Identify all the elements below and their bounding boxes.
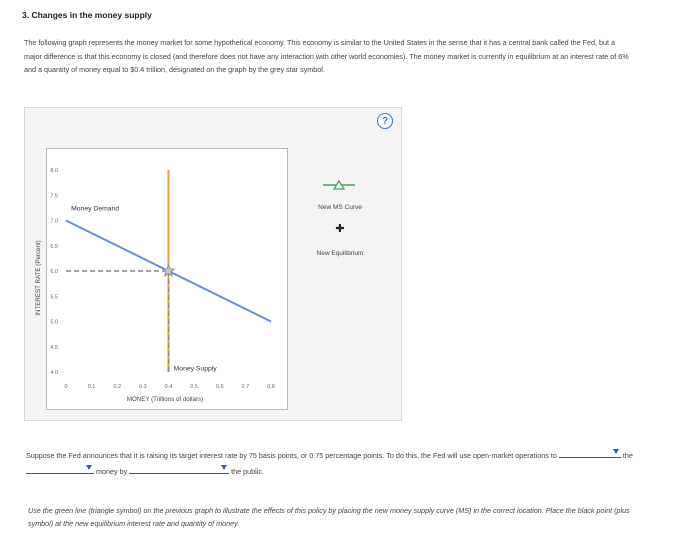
question-part4: the public. xyxy=(231,467,264,476)
y-tick-label: 5.0 xyxy=(50,319,58,326)
help-button[interactable]: ? xyxy=(377,113,393,129)
new-equilibrium-plus-icon[interactable]: ✚ xyxy=(335,222,345,235)
chevron-down-icon xyxy=(221,465,227,470)
x-tick-label: 0.3 xyxy=(139,384,147,390)
y-tick-label: 6.0 xyxy=(50,269,58,275)
y-tick-label: 7.5 xyxy=(50,193,58,200)
chevron-down-icon xyxy=(86,465,92,470)
x-tick-label: 0.4 xyxy=(164,384,173,390)
x-tick-label: 0.5 xyxy=(190,384,198,390)
x-tick-label: 0.7 xyxy=(241,384,250,390)
x-tick-label: 0.6 xyxy=(215,384,224,390)
y-axis-title: INTEREST RATE (Percent) xyxy=(35,240,42,316)
y-tick-label: 6.5 xyxy=(50,243,58,250)
plot-area xyxy=(46,148,288,410)
y-tick-label: 4.5 xyxy=(50,344,58,351)
section-title: 3. Changes in the money supply xyxy=(22,10,152,20)
x-axis-title: MONEY (Trillions of dollars) xyxy=(126,396,204,403)
operation-dropdown[interactable] xyxy=(559,447,621,458)
money-demand-label: Money Demand xyxy=(71,205,120,213)
buy-sell-dropdown[interactable] xyxy=(26,463,94,474)
new-equilibrium-legend-label: New Equilibrium xyxy=(316,250,364,257)
question-paragraph xyxy=(26,447,636,479)
direction-dropdown[interactable] xyxy=(129,463,229,474)
y-tick-label: 4.0 xyxy=(50,370,58,376)
x-tick-label: 0.1 xyxy=(87,384,96,390)
question-part1: Suppose the Fed announces that it is raising its target interest rate by 75 basis points, or 0.75 percentage points. To do this, the Fed will use open-market operations to xyxy=(26,451,557,460)
y-tick-label: 5.5 xyxy=(50,294,58,301)
chevron-down-icon xyxy=(613,449,619,454)
new-ms-legend-label: New MS Curve xyxy=(318,204,362,211)
x-tick-label: 0 xyxy=(64,384,68,390)
question-part3: money by xyxy=(96,467,128,476)
y-tick-label: 7.0 xyxy=(50,218,58,225)
x-tick-label: 0.8 xyxy=(267,384,275,390)
x-tick-label: 0.2 xyxy=(113,384,122,390)
y-tick-label: 8.0 xyxy=(50,168,58,174)
money-supply-label: Money Supply xyxy=(173,365,217,373)
intro-paragraph: The following graph represents the money market for some hypothetical economy. This economy is similar to the United States in the sense that it has a central bank called the Fed, but a major difference is that this economy is closed (and therefore does not have any interaction with other world economies). The money market is currently in equilibrium at an interest rate of 6% and a quantity of money equal to $0.4 trillion, designated on the graph by the grey star symbol. xyxy=(24,38,629,75)
question-part2: the xyxy=(622,451,633,460)
instructions-paragraph: Use the green line (triangle symbol) on the previous graph to illustrate the effects of this policy by placing the new money supply curve (MS) in the correct location. Place the black point (plus symbol) at the new equilibrium interest rate and quantity of money. xyxy=(28,506,630,528)
